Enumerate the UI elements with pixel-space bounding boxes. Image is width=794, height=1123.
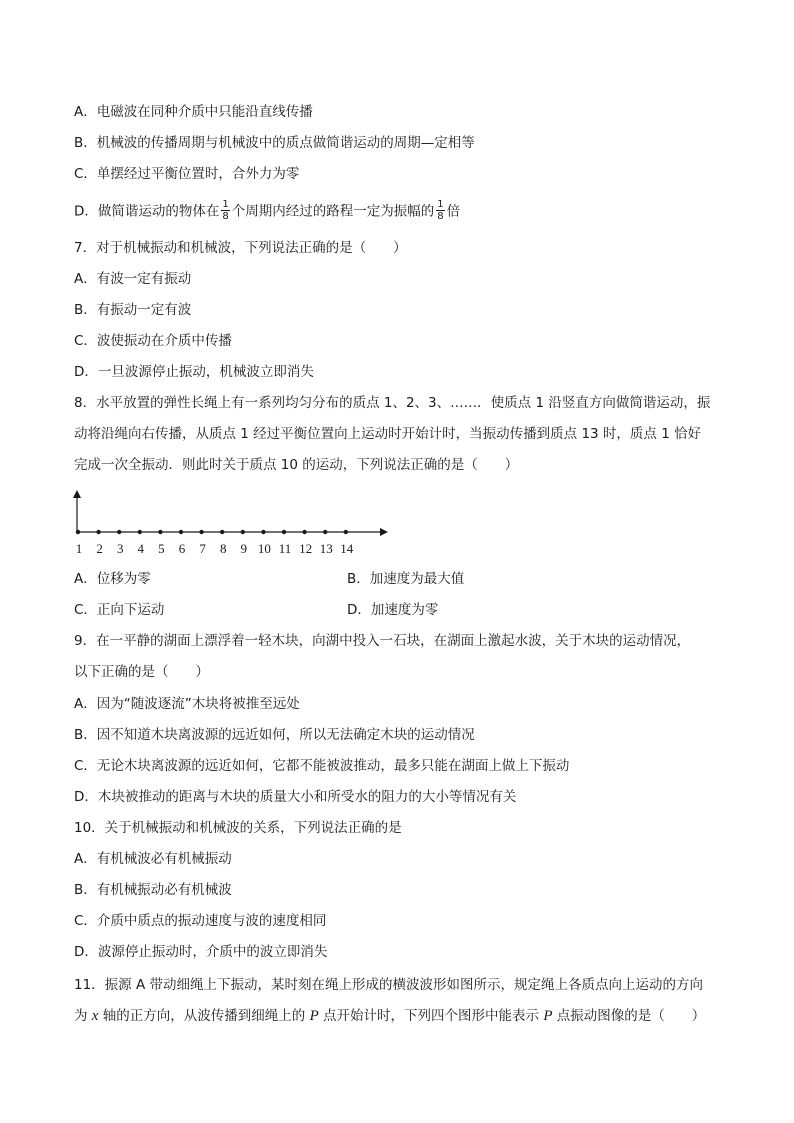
point-label-13: 13 (319, 541, 333, 556)
fraction-denominator: 8 (222, 211, 229, 222)
point-label-6: 6 (178, 541, 186, 556)
q9-stem-line-2: 以下正确的是（ ） (74, 664, 209, 680)
q6-option-b: B．机械波的传播周期与机械波中的质点做简谐运动的周期—定相等 (74, 135, 475, 151)
q10-option-d: D．波源停止振动时，介质中的波立即消失 (74, 944, 328, 960)
q11-text-4: 点振动图像的是（ ） (552, 1008, 706, 1024)
q10-option-c: C．介质中质点的振动速度与波的速度相同 (74, 913, 327, 929)
q8-option-a: A．位移为零 (74, 571, 151, 587)
q8-stem-line-3: 完成一次全振动．则此时关于质点 10 的运动，下列说法正确的是（ ） (74, 457, 519, 473)
q11-stem-line-1: 11．振源 A 带动细绳上下振动，某时刻在绳上形成的横波波形如图所示，规定绳上各质点向上运动的方向 (74, 977, 703, 993)
point-label-14: 14 (340, 541, 354, 556)
q9-option-c: C．无论木块离波源的远近如何，它都不能被波推动，最多只能在湖面上做上下振动 (74, 758, 570, 774)
fraction-denominator: 8 (437, 211, 444, 222)
point-label-1: 1 (75, 541, 83, 556)
q8-option-d: D．加速度为零 (347, 602, 439, 618)
q10-stem: 10．关于机械振动和机械波的关系，下列说法正确的是 (74, 820, 402, 836)
rope-point-3 (117, 530, 121, 534)
q7-option-d: D．一旦波源停止振动，机械波立即消失 (74, 364, 314, 380)
point-label-7: 7 (199, 541, 206, 556)
rope-point-9 (241, 530, 245, 534)
point-label-3: 3 (116, 541, 124, 556)
q8-stem-line-1: 8．水平放置的弹性长绳上有一系列均匀分布的质点 1、2、3、……．使质点 1 沿竖直方向做简谐运动，振 (74, 395, 711, 411)
point-label-4: 4 (137, 541, 145, 556)
rope-point-1 (76, 530, 80, 534)
q10-option-a: A．有机械波必有机械振动 (74, 851, 232, 867)
q6-option-d-text-3: 倍 (446, 203, 461, 220)
q9-option-b: B．因不知道木块离波源的远近如何，所以无法确定木块的运动情况 (74, 727, 475, 743)
q6-option-d-text-2: 个周期内经过的路程一定为振幅的 (231, 203, 435, 220)
rope-points-diagram (70, 486, 400, 542)
q6-option-d (74, 200, 460, 223)
q6-option-d-text-1: D．做简谐运动的物体在 (74, 203, 220, 220)
q7-option-b: B．有振动一定有波 (74, 302, 192, 318)
q8-stem-line-2: 动将沿绳向右传播，从质点 1 经过平衡位置向上运动时开始计时，当振动传播到质点 13 时，质点 1 恰好 (74, 426, 702, 442)
point-label-5: 5 (158, 541, 165, 556)
fraction-one-eighth (221, 199, 229, 222)
point-label-11: 11 (278, 541, 292, 556)
point-label-9: 9 (240, 541, 248, 556)
rope-point-6 (179, 530, 183, 534)
horizontal-axis-arrow-icon (380, 528, 388, 536)
rope-point-2 (96, 530, 100, 534)
q9-stem-line-1: 9．在一平静的湖面上漂浮着一轻木块，向湖中投入一石块，在湖面上激起水波，关于木块的运动情况， (74, 633, 691, 649)
rope-point-10 (261, 530, 265, 534)
q9-option-d: D．木块被推动的距离与木块的质量大小和所受水的阻力的大小等情况有关 (74, 789, 517, 805)
rope-point-8 (220, 530, 224, 534)
q11-p-variable: P (543, 1008, 553, 1024)
q6-option-c: C．单摆经过平衡位置时，合外力为零 (74, 166, 300, 182)
q7-stem: 7．对于机械振动和机械波，下列说法正确的是（ ） (74, 240, 407, 256)
q11-text-3: 点开始计时，下列四个图形中能表示 (318, 1008, 544, 1024)
rope-point-5 (158, 530, 162, 534)
q8-option-c: C．正向下运动 (74, 602, 165, 618)
rope-point-13 (323, 530, 327, 534)
point-label-2: 2 (96, 541, 103, 556)
q6-option-a: A．电磁波在同种介质中只能沿直线传播 (74, 104, 313, 120)
q10-option-b: B．有机械振动必有机械波 (74, 882, 232, 898)
point-label-8: 8 (219, 541, 227, 556)
q11-text-1: 为 (74, 1008, 92, 1024)
rope-point-7 (199, 530, 203, 534)
rope-point-4 (138, 530, 142, 534)
q11-text-2: 轴的正方向，从波传播到细绳上的 (98, 1008, 310, 1024)
rope-point-12 (302, 530, 306, 534)
fraction-one-eighth (436, 199, 444, 222)
q11-x-variable: x (91, 1008, 99, 1024)
q7-option-a: A．有波一定有振动 (74, 271, 192, 287)
q8-option-b: B．加速度为最大值 (347, 571, 465, 587)
point-label-12: 12 (299, 541, 313, 556)
fraction-numerator: 1 (437, 199, 444, 210)
fraction-numerator: 1 (222, 199, 229, 210)
vertical-axis-arrow-icon (73, 490, 81, 498)
q7-option-c: C．波使振动在介质中传播 (74, 333, 232, 349)
point-label-10: 10 (257, 541, 271, 556)
rope-point-14 (344, 530, 348, 534)
q11-p-variable: P (309, 1008, 319, 1024)
q11-stem-line-2 (74, 1006, 705, 1026)
q9-option-a: A．因为“随波逐流”木块将被推至远处 (74, 696, 300, 712)
rope-point-11 (282, 530, 286, 534)
